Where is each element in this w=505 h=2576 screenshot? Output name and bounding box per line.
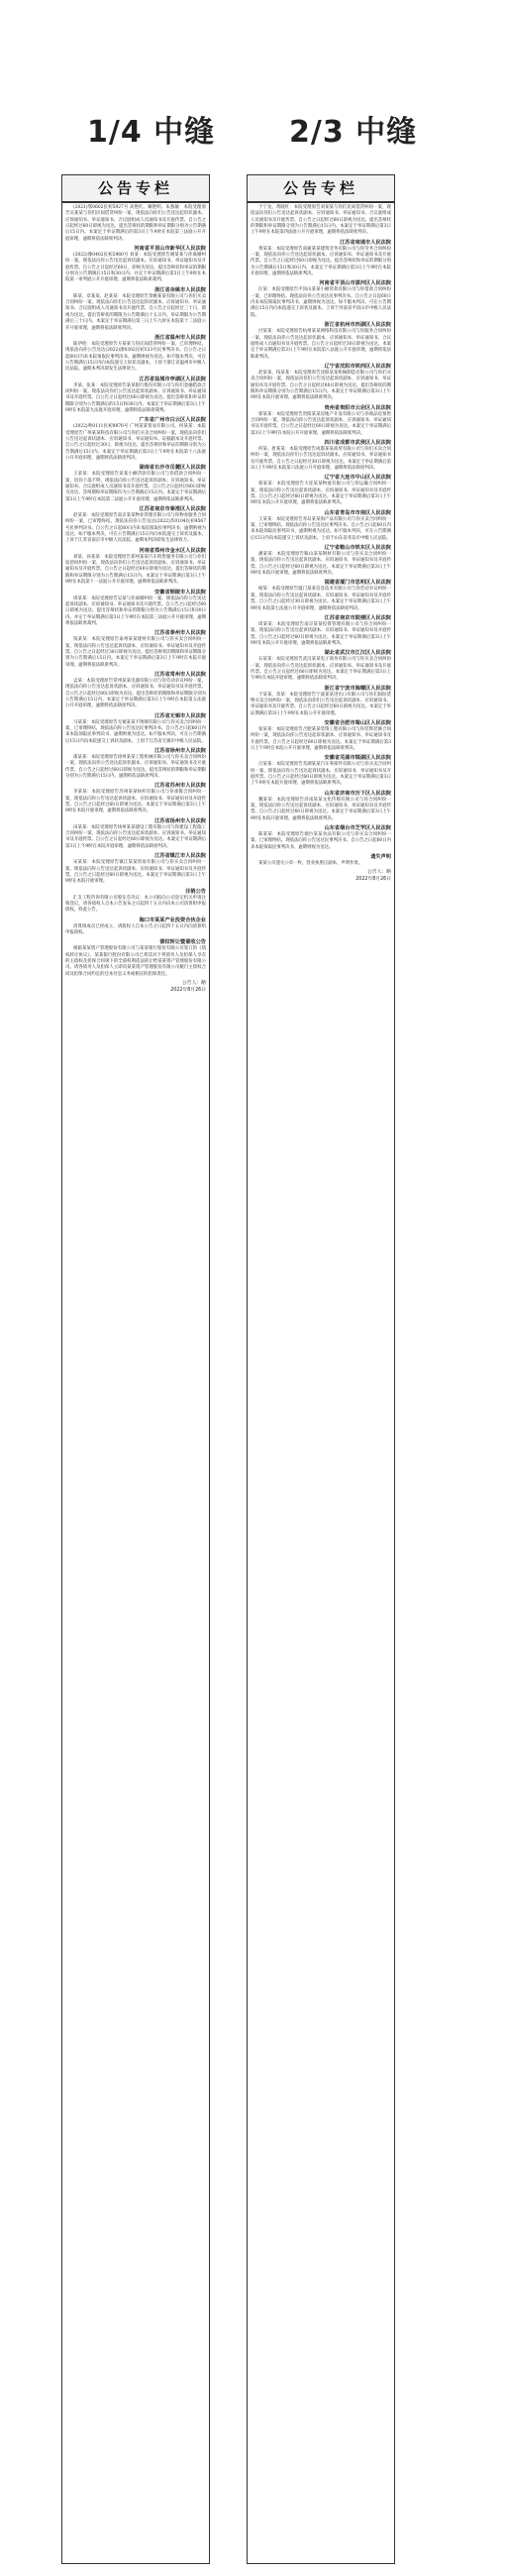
- notice-item: [65, 712, 206, 745]
- notice-text: 吕某某：本院受理原告芜湖某某汽车零部件有限公司与你买卖合同纠纷一案，现依法向你公告送达起诉状副本、应诉通知书、举证通知书及开庭传票。自公告之日起经过60日即视为送达。本案定于举证期满后第3日上午9时在本院开庭审理，逾期将依法缺席判决。: [251, 762, 391, 787]
- notice-item: [251, 509, 391, 542]
- notice-text: 陆伊伦：本院受理原告方某某与你民间借贷纠纷一案，已审理终结。现依法向你公告送达(2022)浙0302民初123号民事判决书。自公告之日起60日内来本院领取民事判决书，逾期则视为送达。如不服本判决，可在公告期满后15日内向本院递交上诉状及副本，上诉于浙江省温州市中级人民法院。逾期本判决即发生法律效力。: [65, 341, 206, 373]
- notice-title: 江苏省镇江市人民法院: [154, 853, 206, 860]
- notice-text: 陈某、章某某、赵某某：本院受理原告余姚某某有限公司与你们买卖合同纠纷一案，现依法向你们公告送达起诉状副本、应诉通知书、举证通知书、合议庭组成人员通知书及开庭传票。自公告之日起经过三十日，即视为送达。提出答辩状的期限为公告期满后十五日内，举证期限为公告期满后三十日内。本案定于举证期满后第三日上午九时在本院第十二法庭公开开庭审理，逾期将依法缺席判决。: [65, 293, 206, 331]
- notice-item: [65, 671, 206, 710]
- notice-title: 山东省烟台市芝罘区人民法院: [324, 825, 391, 832]
- notice-title: 辽宁省沈阳市铁西区人民法院: [324, 363, 391, 370]
- notice-item: [65, 334, 206, 374]
- notice-text: 清算组成员已经成立，请债权人自本公告之日起四十五日内向清算组申报债权。: [65, 923, 206, 935]
- notice-item: [65, 547, 206, 587]
- notice-text: 李某、张某：本院受理原告某某银行股份有限公司与你们金融借款合同纠纷一案，现依法向你们公告送达起诉状副本、应诉通知书、举证通知书及开庭传票。自公告之日起经过60日即视为送达。提出答辩状和举证的期限分别为公告期满后的15日和30日内。本案定于举证期满后第3日上午9时在本院第九法庭开庭审理，逾期将依法缺席裁判。: [65, 382, 206, 413]
- notice-title: 海口市某某产业投资合伙企业: [139, 916, 206, 923]
- notice-text: 张某某：本院受理原告合肥某某装饰工程有限公司与你装饰装修合同纠纷一案，现依法向你公告送达起诉状副本、应诉通知书、举证通知书及开庭传票。自公告之日起经过60日即视为送达。本案定于举证期满后第3日上午9时在本院公开开庭审理，逾期将依法缺席判决。: [251, 726, 391, 751]
- notice-item: [251, 685, 391, 717]
- notice-text: 郭某某：本院受理原告贵阳某某房地产开发有限公司与你商品房预售合同纠纷一案，现依法向你公告送达起诉状副本、应诉通知书、举证通知书及开庭传票。自公告之日起经过60日即视为送达。本案定于举证期满后第3日上午9时在本院公开开庭审理，逾期将依法缺席判决。: [251, 411, 391, 436]
- notice-title: 江苏省南京市鼓楼区人民法院: [324, 614, 391, 621]
- notice-title: 辽宁省大连市中山区人民法院: [324, 475, 391, 482]
- notice-item: [65, 416, 206, 462]
- notice-item: [65, 852, 206, 885]
- notice-item: [65, 782, 206, 814]
- notice-item: [251, 853, 391, 867]
- notice-date: 2022年8月26日: [355, 877, 391, 883]
- notice-text: 汪某：本院受理原告平顶山某某小额贷款有限公司与你借款合同纠纷一案，已审理终结。现依法向你公告送达民事判决书。自公告之日起60日内来本院领取民事判决书，逾期则视为送达。如不服本判决，可在公告期满后15日内向本院递交上诉状及副本，上诉于河南省平顶山市中级人民法院。: [251, 287, 391, 318]
- notice-text: (2022)粤0111民初9876号 广州某某贸易有限公司、何某某：本院受理原告广州某某科技有限公司与你们买卖合同纠纷一案，现依法向你们公告送达起诉状副本、应诉通知书、举证通知书、证据副本及开庭传票。自公告之日起经过30日，即视为送达。提出答辩状和举证的期限分别为公告期满后15日内。本案定于举证期满后第3日上午9时在本院第十八法庭公开开庭审理，逾期将依法缺席判决。: [65, 424, 206, 461]
- notice-text: 马某某：本院受理原告无锡某某不锈钢有限公司与你买卖合同纠纷一案，已审理终结。现依法向你公告送达民事判决书。自公告之日起60日内来本院领取民事判决书，逾期则视为送达。如不服本判决，可在公告期满后15日内向本院递交上诉状及副本，上诉于江苏省无锡市中级人民法院。: [65, 719, 206, 744]
- notice-title: 贵州省贵阳市云岩区人民法院: [324, 404, 391, 411]
- notice-text: (2021)鄂0602民初5927号 高艳红、戴艳明、朱燕敏：本院受理原告吴某某与你们民间借贷纠纷一案，现依法向你们公告送达起诉状副本、应诉通知书、举证通知书、合议庭组成人员通知书及开庭传票。自公告之日起经过60日即视为送达。提出答辩状的期限和举证期限分别为公告期满后15日内。本案定于举证期满后的第3日上午9时在本院第三法庭公开开庭审理，逾期将依法缺席判决。: [65, 205, 206, 242]
- notice-text: 魏某某：本院受理原告济南某某文化传媒有限公司与你合同纠纷一案，现依法向你公告送达起诉状副本、应诉通知书、举证通知书及开庭传票。自公告之日起经过60日即视为送达。本案定于举证期满后第3日上午9时在本院开庭审理，逾期将依法缺席判决。: [251, 797, 391, 821]
- notice-title: 河南省郑州市金水区人民法院: [139, 547, 206, 554]
- notice-item: [65, 464, 206, 503]
- notice-text: 李某某：本院受理原告苏州某某纺织有限公司与你承揽合同纠纷一案，现依法向你公告送达起诉状副本、应诉通知书、举证通知书及开庭传票。自公告之日起经过60日即视为送达。本案定于举证期满后第3日上午9时在本院开庭审理，逾期将依法缺席判决。: [65, 790, 206, 814]
- left-notice-column: [61, 174, 210, 2564]
- notice-item: [65, 286, 206, 332]
- notice-item: [251, 649, 391, 682]
- notice-item: [251, 754, 391, 787]
- notice-text: 周某某：本院受理原告南京某某投资管理有限公司与你合同纠纷一案，现依法向你公告送达起诉状副本、应诉通知书、举证通知书及开庭传票。自公告之日起经过60日即视为送达。本案定于举证期满后第3日上午9时在本院公开开庭审理，逾期将依法缺席判决。: [251, 621, 391, 646]
- notice-text: 何某、唐某某：本院受理原告成都某某商贸有限公司与你们买卖合同纠纷一案，现依法向你们公告送达起诉状副本、应诉通知书、举证通知书及开庭传票。自公告之日起经过30日即视为送达。本案定于举证期满后第3日上午9时在本院第六法庭公开开庭审理，逾期将依法缺席判决。: [251, 446, 391, 471]
- notice-item: [65, 938, 206, 978]
- notice-text: 孟某：本院受理原告常州某某电器有限公司与你劳动争议纠纷一案，现依法向你公告送达起诉状副本、应诉通知书、举证通知书及开庭传票。自公告之日起经过60日即视为送达。提出答辩状的期限和举证期限分别为公告期满后15日内。本案定于举证期满后第3日上午9时在本院第五法庭公开开庭审理，逾期将依法缺席判决。: [65, 678, 206, 709]
- notice-signature: 公告人：略: [367, 870, 391, 876]
- notice-item: [251, 205, 391, 237]
- notice-title: 债权转让暨催收公告: [159, 939, 206, 946]
- notice-text: 潘某某：本院受理原告鞍山某某钢材有限公司与你买卖合同纠纷一案，现依法向你公告送达起诉状副本、应诉通知书、举证通知书及开庭传票。自公告之日起经过60日即视为送达。本案定于举证期满后第3日上午9时在本院开庭审理，逾期将依法缺席判决。: [251, 552, 391, 577]
- notice-title: 安徽省铜陵市人民法院: [154, 589, 206, 595]
- notice-title: 注销公告: [185, 888, 206, 895]
- notice-text: 邵某某：本院受理原告徐州某某工程机械有限公司与你买卖合同纠纷一案，现依法向你公告送达起诉状副本、应诉通知书、举证通知书及开庭传票。自公告之日起经过60日即视为送达。提出答辩状的期限和举证期限分别为公告期满后15日内，逾期将依法缺席判决。: [65, 755, 206, 780]
- notice-title: 河南省平顶山市湛河区人民法院: [319, 280, 391, 287]
- notice-item: [251, 279, 391, 319]
- notice-title: 江苏省常州市人民法院: [154, 671, 206, 678]
- notice-text: (2022)豫0402民初2960号 刘某：本院受理原告谢某某与你离婚纠纷一案，现依法向你公告送达起诉状副本、应诉通知书、举证通知书及开庭传票。自公告之日起经过60日，即视为送达。提出答辩状和举证的期限分别为公告期满后15日和30日内。并定于举证期满后第3日上午9时在本院第一审判庭公开开庭审理，逾期将依法缺席裁判。: [65, 253, 206, 283]
- notice-title: 湖北省武汉市江汉区人民法院: [324, 650, 391, 657]
- notice-item: [251, 790, 391, 822]
- notice-signature: 公告人：略: [182, 980, 206, 986]
- notice-text: 赵某某、钱某某：本院受理原告沈阳某某机械制造有限公司与你们买卖合同纠纷一案，现依法向你们公告送达起诉状副本、应诉通知书、举证通知书及开庭传票。自公告之日起经过60日即视为送达。提出答辩状的期限和举证期限分别为公告期满后15日内。本案定于举证期满后第3日上午9时在本院开庭审理，逾期将依法缺席判决。: [251, 370, 391, 401]
- notice-title: 江苏省南通市人民法院: [340, 239, 391, 246]
- notice-item: [65, 376, 206, 415]
- notice-title: 浙江省温州市人民法院: [154, 334, 206, 341]
- notice-title: 山东省济南市历下区人民法院: [324, 790, 391, 797]
- left-column-header: 公告专栏: [62, 175, 209, 203]
- notice-text: 付某某：本院受理原告杭州某某网络科技有限公司与你服务合同纠纷一案，现依法向你公告送达起诉状副本、应诉通知书、举证通知书、合议庭组成人员通知书及开庭传票。自公告之日起经过30日即视为送达。本案定于举证期满后第3日上午9时在本院第八法庭公开开庭审理，逾期将依法缺席判决。: [251, 329, 391, 360]
- notice-text: 赵某某：本院受理原告南京某某物业管理有限公司与你物业服务合同纠纷一案，已审理终结。现依法向你公告送达(2022)苏0104民初4567号民事判决书。自公告之日起60日内来本院领取民事判决书，逾期则视为送达。如不服本判决，可在公告期满后15日内向本院递交上诉状及副本，上诉于江苏省南京市中级人民法院。逾期本判决即发生法律效力。: [65, 513, 206, 544]
- right-notice-column: [247, 174, 395, 2564]
- notice-text: 田某某：本院受理原告扬州某某建设工程有限公司与你建设工程施工合同纠纷一案，现依法向你公告送达起诉状副本、应诉通知书、举证通知书及开庭传票。自公告之日起经过60日即视为送达。本案定于举证期满后第3日上午9时在本院开庭审理，逾期将依法缺席判决。: [65, 824, 206, 849]
- notice-text: 陈某某：本院受理原告烟台某某食品有限公司与你买卖合同纠纷一案，已审理终结。现依法向你公告送达民事判决书。自公告之日起60日内来本院领取民事判决书，逾期则视为送达。: [251, 832, 391, 850]
- notice-text: 王某某：本院受理原告青岛某某海产品有限公司与你买卖合同纠纷一案，已审理终结。现依法向你公告送达民事判决书。自公告之日起60日内来本院领取民事判决书，逾期则视为送达。如不服本判决，可在公告期满后15日内向本院递交上诉状及副本，上诉于山东省青岛市中级人民法院。: [251, 516, 391, 541]
- notice-text: 于宁龙、黄晓红：本院受理原告刘某某与你们民间借贷纠纷一案，现依法向你们公告送达起诉状副本、应诉通知书、举证通知书、合议庭组成人员通知书及开庭传票。自公告之日起经过60日即视为送达。提出答辩状的期限和举证期限分别为公告期满后15日内。本案定于举证期满后第3日上午9时在本院第四法庭公开开庭审理，逾期将依法缺席判决。: [251, 205, 391, 236]
- notice-item: [65, 916, 206, 937]
- notice-title: 安徽省合肥市蜀山区人民法院: [324, 719, 391, 726]
- right-column-body: [248, 203, 394, 883]
- notice-item: [65, 817, 206, 850]
- notice-title: 江苏省扬州市人民法院: [154, 817, 206, 824]
- notice-item: [251, 321, 391, 361]
- notice-item: [251, 439, 391, 472]
- notice-title: 遗失声明: [370, 854, 391, 861]
- notice-item: [65, 205, 206, 243]
- notice-item: [251, 719, 391, 752]
- notice-text: 刘某、孙某某：本院受理原告郑州某某汽车销售服务有限公司与你们追偿权纠纷一案，现依法向你们公告送达起诉状副本、应诉通知书、举证通知书及开庭传票。自公告之日起经过60日即视为送达。提出答辩状的期限和举证期限分别为公告期满后15日内。本案定于举证期满后第3日上午9时在本院第十一法庭公开开庭审理，逾期将依法缺席判决。: [65, 554, 206, 586]
- notice-item: [65, 747, 206, 780]
- notice-text: 周某某：本院受理原告吴某与你离婚纠纷一案，现依法向你公告送达起诉状副本、应诉通知书、举证通知书及开庭传票。自公告之日起经过60日即视为送达。提出答辩状和举证的期限分别为公告期满后15日和30日内。并定于举证期满后第3日上午9时在本院第三法庭公开开庭审理，逾期将依法缺席裁判。: [65, 595, 206, 626]
- notice-title: 山东省青岛市市南区人民法院: [324, 509, 391, 516]
- notice-text: 于某某、余某：本院受理原告宁波某某进出口有限公司与你们国际货物买卖合同纠纷一案，现依法向你们公告送达起诉状副本、应诉通知书、举证通知书及开庭传票。自公告之日起经过60日即视为送达。本案定于举证期满后第3日上午9时在本院公开开庭审理。: [251, 692, 391, 716]
- notice-item: [251, 824, 391, 851]
- left-gutter-label: 1/4 中缝: [87, 115, 216, 150]
- right-column-header: 公告专栏: [248, 175, 394, 203]
- notice-title: 湖南省长沙市岳麓区人民法院: [139, 465, 206, 472]
- notice-item: [251, 579, 391, 611]
- notice-item: [251, 404, 391, 437]
- notice-text: 某某公司遗失公章一枚、营业执照正副本，声明作废。: [258, 861, 363, 867]
- notice-item: [251, 614, 391, 647]
- notice-date: 2022年8月26日: [170, 987, 206, 993]
- notice-title: 浙江省余姚市人民法院: [154, 286, 206, 293]
- notice-title: 广东省广州市白云区人民法院: [139, 417, 206, 424]
- notice-text: 王某某：本院受理原告某某小额贷款有限公司与你借款合同纠纷一案，因你下落不明，现依法向你公告送达起诉状副本、应诉通知书、举证通知书、合议庭组成人员通知书及开庭传票。自公告之日起经过60日即视为送达。答辩期和举证期限均为公告期满后15日内。本案定于举证期满后第3日上午9时在本院第二法庭公开开庭审理，逾期将依法缺席判决。: [65, 472, 206, 502]
- notice-item: [251, 239, 391, 278]
- notice-text: 蔡某某：本院受理原告大连某某物流有限公司与你运输合同纠纷一案，现依法向你公告送达起诉状副本、应诉通知书、举证通知书及开庭传票。自公告之日起经过60日即视为送达。本案定于举证期满后第3日上午9时在本院公开开庭审理，逾期将依法缺席判决。: [251, 482, 391, 506]
- notice-title: 江苏省盐城市亭湖区人民法院: [139, 376, 206, 382]
- notice-text: 石某某：本院受理原告武汉某某电子商务有限公司与你买卖合同纠纷一案，现依法向你公告送达起诉状副本、应诉通知书、举证通知书及开庭传票。自公告之日起经过60日即视为送达。本案定于举证期满后第3日上午9时在本院开庭审理，逾期将依法缺席判决。: [251, 657, 391, 682]
- notice-text: 钱某某：本院受理原告泰州某某建材有限公司与你买卖合同纠纷一案，现依法向你公告送达起诉状副本、应诉通知书、举证通知书及开庭传票。自公告之日起经过30日即视为送达。提出答辩状的期限和举证期限分别为公告期满后15日内。本案定于举证期满后第3日上午9时在本院开庭审理，逾期将依法缺席判决。: [65, 637, 206, 668]
- notice-text: 宋某某：本院受理原告镇江某某贸易有限公司与你买卖合同纠纷一案，现依法向你公告送达起诉状副本、应诉通知书、举证通知书及开庭传票。自公告之日起经过60日即视为送达。本案定于举证期满后第3日上午9时在本院开庭审理。: [65, 860, 206, 885]
- notice-item: [251, 544, 391, 577]
- notice-title: 浙江省杭州市西湖区人民法院: [324, 322, 391, 329]
- notice-text: 汇友工程咨询有限公司股东会决议：本公司拟向公司登记机关申请注销登记，请各债权人自本公告发布之日起四十五日内向本公司清算组申报债权。特此公告。: [65, 895, 206, 913]
- notice-title: 河南省平顶山市新华区人民法院: [134, 246, 206, 253]
- notice-item: [251, 363, 391, 402]
- notice-item: [65, 245, 206, 284]
- notice-title: 辽宁省鞍山市铁东区人民法院: [324, 545, 391, 552]
- notice-title: 江苏省苏州市人民法院: [154, 783, 206, 790]
- left-column-body: [62, 203, 209, 994]
- notice-text: 根据某某资产管理股份有限公司与某某银行股份有限公司签订的《债权转让协议》，某某银行股份有限公司已将其对下列债务人及担保人享有的主债权及担保合同项下的全部权利依法转让给某某资产管理股份有限公司。请各债务人及担保人立即向某某资产管理股份有限公司履行主债权合同及担保合同约定的还本付息义务或相应的担保责任。: [65, 946, 206, 977]
- notice-item: [251, 474, 391, 506]
- notice-title: 浙江省宁波市海曙区人民法院: [324, 685, 391, 692]
- notice-title: 江苏省南京市秦淮区人民法院: [139, 506, 206, 513]
- notice-text: 黄某某：本院受理原告南通某某建筑劳务有限公司与你劳务合同纠纷一案，现依法向你公告送达起诉状副本、应诉通知书、举证通知书及开庭传票。自公告之日起经过60日即视为送达。提出答辩状和举证的期限分别为公告期满后15日和30日内。本案定于举证期满后第3日上午9时在本院开庭审理，逾期将依法缺席判决。: [251, 246, 391, 277]
- notice-title: 江苏省无锡市人民法院: [154, 712, 206, 719]
- notice-text: 杨某：本院受理原告厦门某某信息技术有限公司与你劳动争议纠纷一案，现依法向你公告送达起诉状副本、应诉通知书、举证通知书及开庭传票。自公告之日起经过30日即视为送达。本案定于举证期满后第3日上午9时在本院第七法庭公开开庭审理，逾期将依法缺席判决。: [251, 587, 391, 611]
- right-gutter-label: 2/3 中缝: [289, 115, 418, 150]
- notice-item: [65, 888, 206, 914]
- notice-title: 安徽省芜湖市镜湖区人民法院: [324, 755, 391, 762]
- notice-title: 四川省成都市武侯区人民法院: [324, 439, 391, 446]
- notice-title: 江苏省徐州市人民法院: [154, 748, 206, 755]
- notice-item: [65, 589, 206, 628]
- notice-title: 江苏省泰州市人民法院: [154, 630, 206, 637]
- notice-item: [65, 629, 206, 669]
- notice-item: [65, 505, 206, 545]
- notice-title: 福建省厦门市思明区人民法院: [324, 580, 391, 587]
